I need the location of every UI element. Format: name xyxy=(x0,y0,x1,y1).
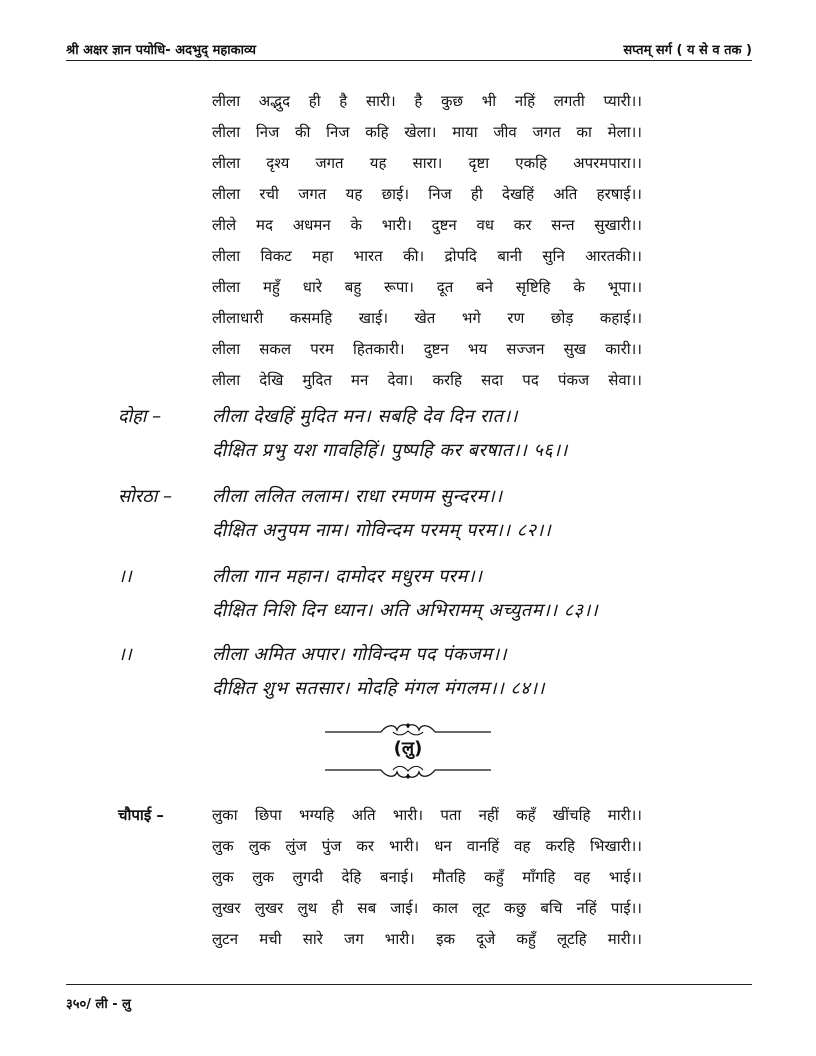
section-title: (लु) xyxy=(393,738,423,759)
ornament-divider-bottom xyxy=(323,762,493,780)
verse-line: लुटन मची सारे जग भारी। इक दूजे कहुँ लूटहि मारी।। xyxy=(212,930,642,948)
verse-line: दीक्षित शुभ सतसार। मोदहि मंगल मंगलम।। ८४।। xyxy=(212,678,545,699)
verse-line: दीक्षित प्रभु यश गावहिहिं। पुष्पहि कर बरषात।। ५६।। xyxy=(212,440,568,461)
header-book-title: श्री अक्षर ज्ञान पयोधि- अदभुद् महाकाव्य xyxy=(66,43,256,58)
verse-line: लीला सकल परम हितकारी। दुष्टन भय सज्जन सुख कारी।। xyxy=(212,340,642,358)
verse-line: लीला ललित ललाम। राधा रमणम सुन्दरम।। xyxy=(212,486,503,507)
verse-line: दीक्षित अनुपम नाम। गोविन्दम परमम् परम।। ८२।। xyxy=(212,520,552,541)
header-divider xyxy=(66,60,752,61)
verse-line: लीले मद अधमन के भारी। दुष्टन वध कर सन्त सुखारी।। xyxy=(212,216,642,234)
footer-divider xyxy=(66,984,752,985)
verse-line: लुका छिपा भग्यहि अति भारी। पता नहीं कहँ खींचहि मारी।। xyxy=(212,806,642,824)
verse-label: ।। xyxy=(118,566,132,587)
verse-line: लीला रची जगत यह छाई। निज ही देखहिं अति हरषाई।। xyxy=(212,185,642,203)
verse-line: लीलाधारी कसमहि खाई। खेत भगे रण छोड़ कहाई।। xyxy=(212,309,642,327)
verse-line: लीला देखहिं मुदित मन। सबहि देव दिन रात।। xyxy=(212,406,518,427)
verse-line: लुक लुक लुगदी देहि बनाई। मौतहि कहुँ माँगहि वह भाई।। xyxy=(212,868,642,886)
chaupai-label: चौपाई – xyxy=(118,806,164,824)
verse-line: लीला अमित अपार। गोविन्दम पद पंकजम।। xyxy=(212,644,508,665)
verse-line: लीला गान महान। दामोदर मधुरम परम।। xyxy=(212,566,483,587)
verse-line: दीक्षित निशि दिन ध्यान। अति अभिरामम् अच्युतम।। ८३।। xyxy=(212,600,599,621)
chaupai-block-top xyxy=(212,86,642,396)
verse-line: लीला निज की निज कहि खेला। माया जीव जगत का मेला।। xyxy=(212,123,642,141)
page-number-footer: ३५०/ ली - लु xyxy=(66,997,131,1012)
verse-line: लीला देखि मुदित मन देवा। करहि सदा पद पंकज सेवा।। xyxy=(212,371,642,389)
verse-line: लुखर लुखर लुथ ही सब जाई। काल लूट कछु बचि नहिं पाई।। xyxy=(212,899,642,917)
verse-label: दोहा – xyxy=(118,406,162,427)
header-chapter-title: सप्तम् सर्ग ( य से व तक ) xyxy=(623,43,752,58)
running-header xyxy=(66,38,752,60)
verse-line: लुक लुक लुंज पुंज कर भारी। धन वानहिं वह करहि भिखारी।। xyxy=(212,837,642,855)
verse-line: लीला विकट महा भारत की। द्रोपदि बानी सुनि आरतकी।। xyxy=(212,247,642,265)
verse-label: सोरठा – xyxy=(118,486,173,507)
chaupai-block-bottom xyxy=(212,800,642,955)
verse-label: ।। xyxy=(118,644,132,665)
verse-line: लीला दृश्य जगत यह सारा। दृष्टा एकहि अपरमपारा।। xyxy=(212,154,642,172)
verse-line: लीला अद्भुद ही है सारी। है कुछ भी नहिं लगती प्यारी।। xyxy=(212,92,642,110)
verse-line: लीला महुँ धारे बहु रूपा। दूत बने सृष्टिहि के भूपा।। xyxy=(212,278,642,296)
